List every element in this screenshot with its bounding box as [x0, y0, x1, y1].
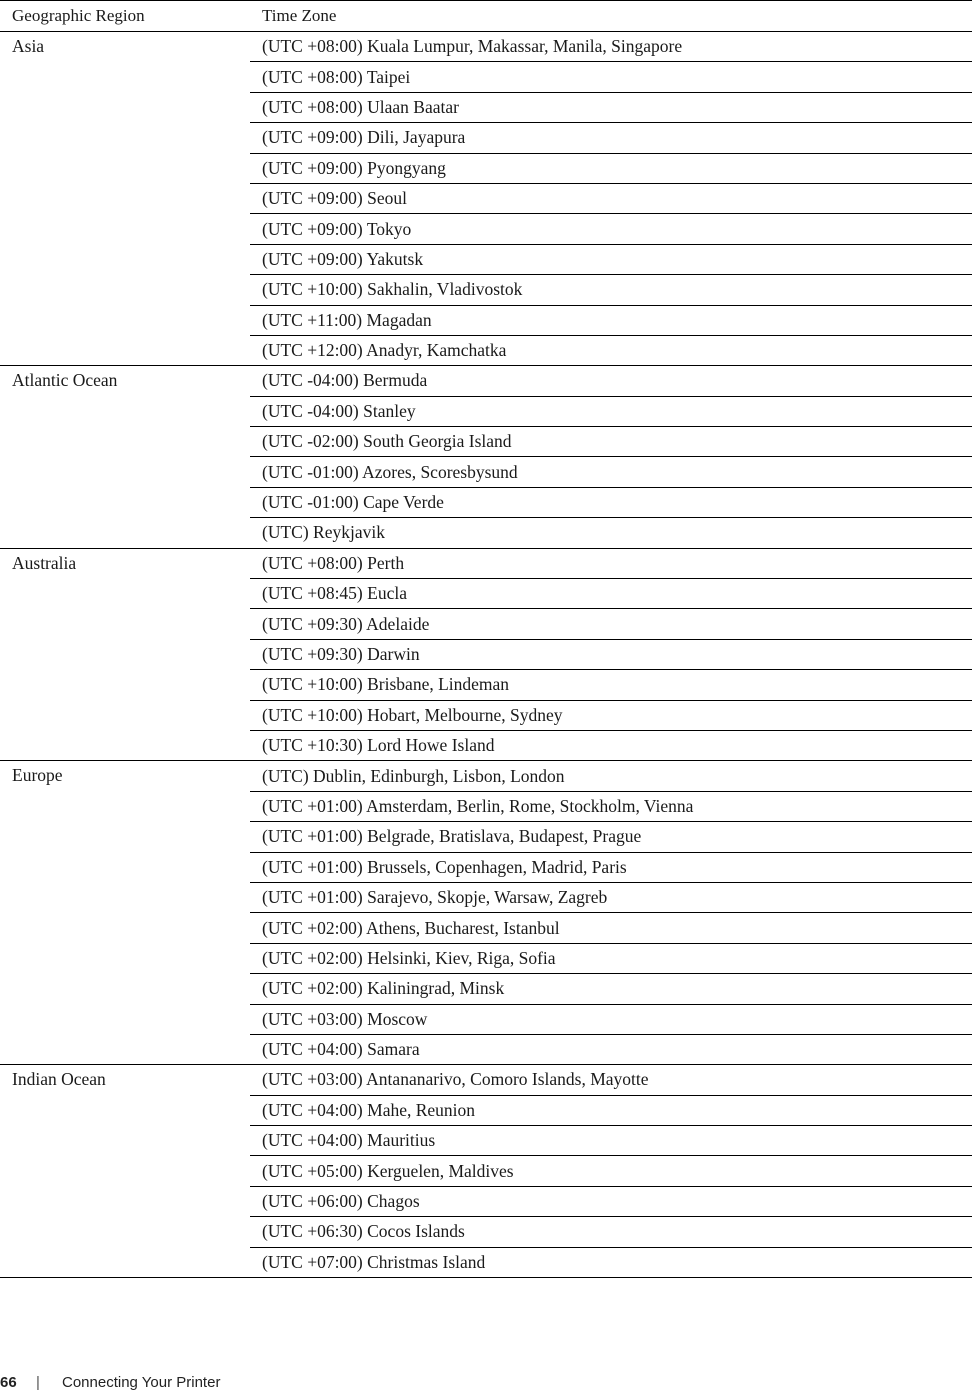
table-row	[0, 366, 972, 396]
region-cell: Indian Ocean	[0, 1065, 250, 1278]
time-zone-cell: (UTC +04:00) Samara	[250, 1034, 972, 1064]
time-zone-cell: (UTC +10:00) Sakhalin, Vladivostok	[250, 275, 972, 305]
region-cell: Asia	[0, 32, 250, 366]
page-number: 66	[0, 1373, 17, 1391]
time-zone-cell: (UTC +01:00) Amsterdam, Berlin, Rome, Stockholm, Vienna	[250, 791, 972, 821]
column-header-region: Geographic Region	[0, 1, 250, 32]
table-row	[0, 32, 972, 62]
time-zone-cell: (UTC +09:00) Dili, Jayapura	[250, 123, 972, 153]
table-row	[0, 761, 972, 791]
time-zone-cell: (UTC +08:45) Eucla	[250, 579, 972, 609]
section-title: Connecting Your Printer	[62, 1373, 221, 1391]
time-zone-cell: (UTC +09:00) Tokyo	[250, 214, 972, 244]
time-zone-cell: (UTC +04:00) Mauritius	[250, 1126, 972, 1156]
time-zone-cell: (UTC +01:00) Brussels, Copenhagen, Madrid, Paris	[250, 852, 972, 882]
page-footer	[0, 1372, 220, 1392]
time-zone-cell: (UTC -04:00) Bermuda	[250, 366, 972, 396]
time-zone-cell: (UTC +08:00) Ulaan Baatar	[250, 92, 972, 122]
time-zone-cell: (UTC +01:00) Belgrade, Bratislava, Budapest, Prague	[250, 822, 972, 852]
time-zone-cell: (UTC +09:30) Adelaide	[250, 609, 972, 639]
time-zone-cell: (UTC +09:00) Pyongyang	[250, 153, 972, 183]
time-zone-cell: (UTC -01:00) Azores, Scoresbysund	[250, 457, 972, 487]
time-zone-cell: (UTC +03:00) Antananarivo, Comoro Islands, Mayotte	[250, 1065, 972, 1095]
time-zone-cell: (UTC +07:00) Christmas Island	[250, 1247, 972, 1277]
time-zone-cell: (UTC) Reykjavik	[250, 518, 972, 548]
time-zone-cell: (UTC +02:00) Helsinki, Kiev, Riga, Sofia	[250, 943, 972, 973]
table-header	[0, 1, 972, 32]
time-zone-cell: (UTC +08:00) Perth	[250, 548, 972, 578]
header-row	[0, 1, 972, 32]
time-zone-cell: (UTC +10:00) Hobart, Melbourne, Sydney	[250, 700, 972, 730]
time-zone-cell: (UTC +05:00) Kerguelen, Maldives	[250, 1156, 972, 1186]
time-zone-cell: (UTC -02:00) South Georgia Island	[250, 427, 972, 457]
time-zone-cell: (UTC +04:00) Mahe, Reunion	[250, 1095, 972, 1125]
time-zone-cell: (UTC) Dublin, Edinburgh, Lisbon, London	[250, 761, 972, 791]
time-zone-cell: (UTC +11:00) Magadan	[250, 305, 972, 335]
region-cell: Australia	[0, 548, 250, 761]
time-zone-cell: (UTC +03:00) Moscow	[250, 1004, 972, 1034]
time-zone-cell: (UTC +01:00) Sarajevo, Skopje, Warsaw, Zagreb	[250, 882, 972, 912]
time-zone-cell: (UTC +06:00) Chagos	[250, 1186, 972, 1216]
time-zone-cell: (UTC +12:00) Anadyr, Kamchatka	[250, 335, 972, 365]
column-header-zone: Time Zone	[250, 1, 972, 32]
region-cell: Atlantic Ocean	[0, 366, 250, 548]
time-zone-cell: (UTC +09:00) Yakutsk	[250, 244, 972, 274]
region-cell: Europe	[0, 761, 250, 1065]
time-zone-cell: (UTC +02:00) Athens, Bucharest, Istanbul	[250, 913, 972, 943]
table-row	[0, 548, 972, 578]
table-body	[0, 32, 972, 1278]
time-zone-cell: (UTC +06:30) Cocos Islands	[250, 1217, 972, 1247]
time-zone-cell: (UTC +02:00) Kaliningrad, Minsk	[250, 974, 972, 1004]
time-zone-cell: (UTC +08:00) Taipei	[250, 62, 972, 92]
footer-separator: |	[36, 1373, 40, 1391]
time-zone-cell: (UTC +09:00) Seoul	[250, 183, 972, 213]
time-zone-cell: (UTC +10:00) Brisbane, Lindeman	[250, 670, 972, 700]
table-row	[0, 1065, 972, 1095]
time-zone-cell: (UTC -01:00) Cape Verde	[250, 487, 972, 517]
time-zone-cell: (UTC -04:00) Stanley	[250, 396, 972, 426]
time-zone-cell: (UTC +09:30) Darwin	[250, 639, 972, 669]
time-zone-cell: (UTC +08:00) Kuala Lumpur, Makassar, Manila, Singapore	[250, 32, 972, 62]
time-zone-cell: (UTC +10:30) Lord Howe Island	[250, 730, 972, 760]
